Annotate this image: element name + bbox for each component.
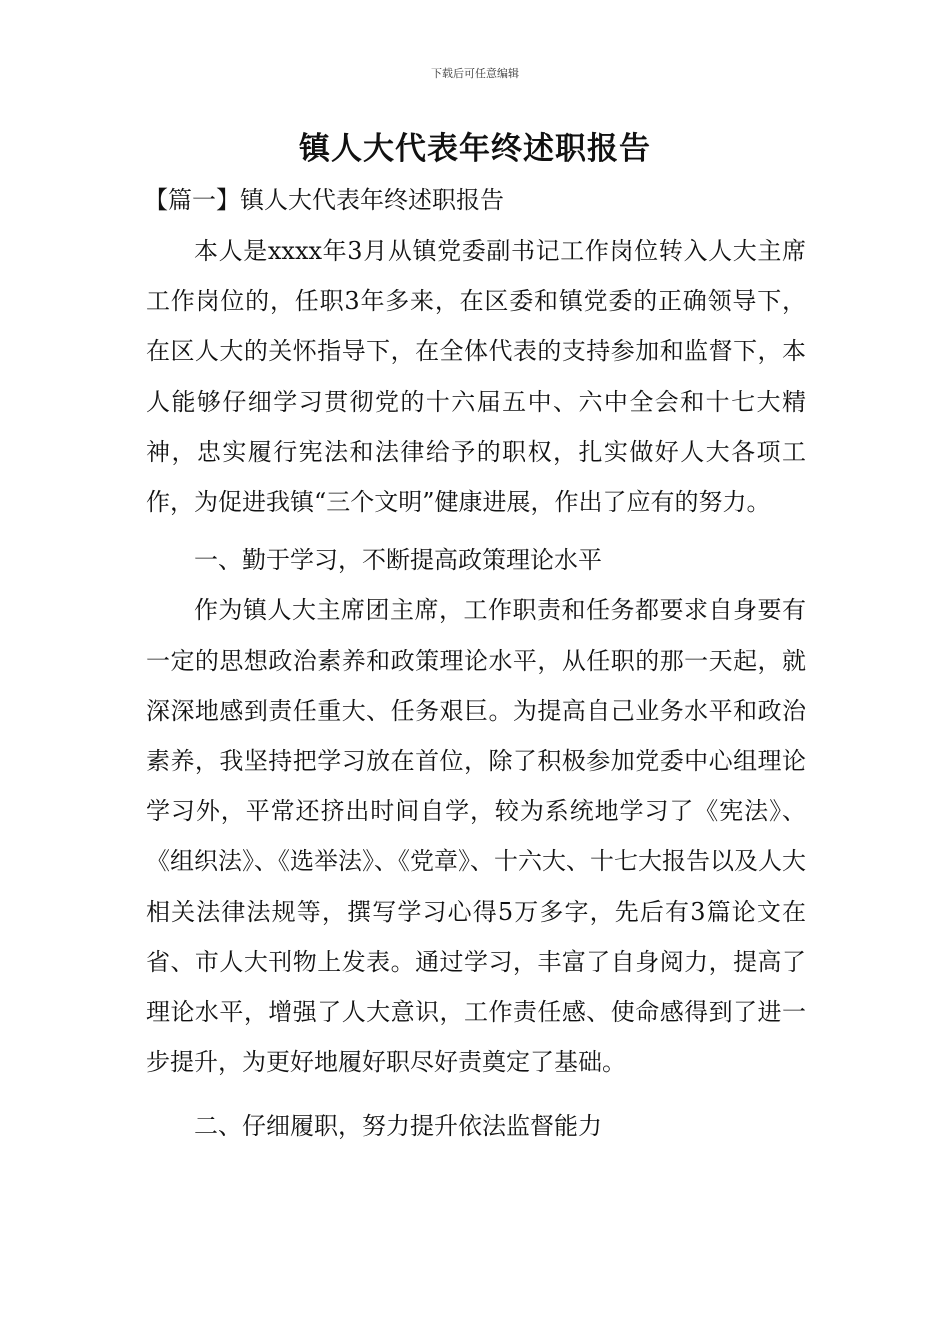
intro-paragraph: 本人是xxxx年3月从镇党委副书记工作岗位转入人大主席工作岗位的，任职3年多来，在区委和镇党委的正确领导下，在区人大的关怀指导下，在全体代表的支持参加和监督下，本人能够仔细学习贯彻党的十六届五中、六中全会和十七大精神，忠实履行宪法和法律给予的职权，扎实做好人大各项工作，为促进我镇“三个文明”健康进展，作出了应有的努力。 (146, 237, 806, 517)
subheading-study: 一、勤于学习，不断提高政策理论水平 (194, 546, 602, 575)
section-heading: 【篇一】镇人大代表年终述职报告 (144, 186, 504, 214)
header-note: 下载后可任意编辑 (431, 67, 519, 80)
study-paragraph: 作为镇人大主席团主席，工作职责和任务都要求自身要有一定的思想政治素养和政策理论水平，从任职的那一天起，就深深地感到责任重大、任务艰巨。为提高自己业务水平和政治素养，我坚持把学习放在首位，除了积极参加党委中心组理论学习外，平常还挤出时间自学，较为系统地学习了《宪法》、《组织法》、《选举法》、《党章》、十六大、十七大报告以及人大相关法律法规等，撰写学习心得5万多字，先后有3篇论文在省、市人大刊物上发表。通过学习，丰富了自身阅力，提高了理论水平，增强了人大意识，工作责任感、使命感得到了进一步提升，为更好地履好职尽好责奠定了基础。 (146, 596, 806, 1077)
subheading-supervision: 二、仔细履职，努力提升依法监督能力 (194, 1112, 602, 1141)
document-body (146, 226, 806, 1152)
document-title: 镇人大代表年终述职报告 (299, 131, 651, 167)
